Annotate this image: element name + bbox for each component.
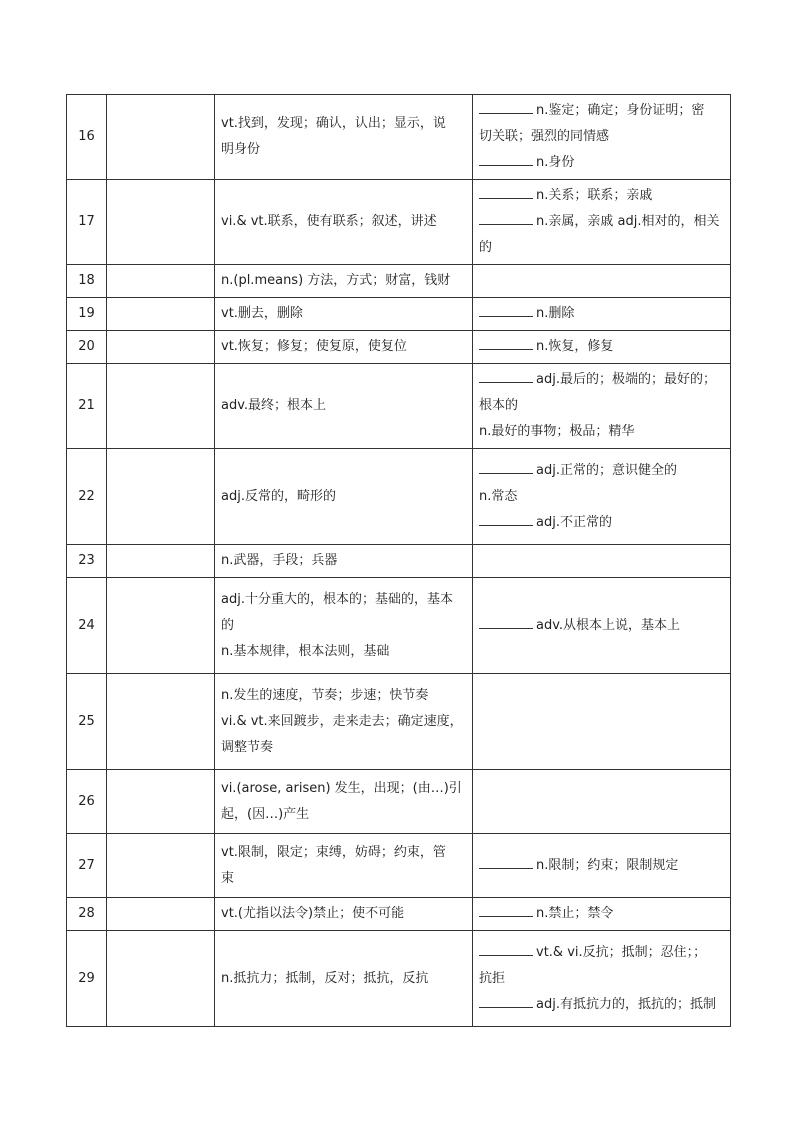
row-number: 26	[67, 770, 107, 834]
derivative-line	[479, 235, 724, 261]
meaning-cell	[215, 578, 473, 674]
derivative-text: n.禁止；禁令	[536, 906, 614, 921]
derivative-cell	[473, 578, 731, 674]
row-number: 16	[67, 95, 107, 180]
meaning-line: n.武器，手段；兵器	[221, 553, 338, 568]
meaning-cell	[215, 364, 473, 449]
fill-in-blank[interactable]	[479, 614, 533, 629]
table-row	[67, 674, 731, 770]
derivative-cell	[473, 834, 731, 898]
derivative-line	[479, 98, 724, 124]
word-answer-cell[interactable]	[107, 364, 215, 449]
derivative-text: n.常态	[479, 488, 518, 504]
fill-in-blank[interactable]	[479, 902, 533, 917]
derivative-cell	[473, 545, 731, 578]
table-row	[67, 298, 731, 331]
meaning-line: 的	[221, 617, 235, 633]
table-row	[67, 331, 731, 364]
meaning-line: 明身份	[221, 142, 261, 157]
meaning-line: adj.十分重大的，根本的；基础的，基本	[221, 591, 453, 607]
meaning-cell	[215, 931, 473, 1027]
row-number: 25	[67, 674, 107, 770]
table-row	[67, 545, 731, 578]
derivative-text: n.亲属，亲戚 adj.相对的，相关	[536, 214, 720, 229]
row-number: 17	[67, 180, 107, 265]
meaning-cell	[215, 898, 473, 931]
meaning-cell	[215, 545, 473, 578]
derivative-line	[479, 940, 724, 966]
derivative-line	[479, 301, 724, 327]
derivative-text: 根本的	[479, 398, 519, 413]
derivative-line	[479, 458, 724, 484]
fill-in-blank[interactable]	[479, 302, 533, 317]
derivative-text: n.身份	[536, 155, 575, 170]
word-answer-cell[interactable]	[107, 95, 215, 180]
fill-in-blank[interactable]	[479, 854, 533, 869]
meaning-cell	[215, 298, 473, 331]
meaning-cell	[215, 449, 473, 545]
derivative-cell	[473, 449, 731, 545]
table-row	[67, 931, 731, 1027]
word-answer-cell[interactable]	[107, 674, 215, 770]
derivative-line	[479, 966, 724, 992]
derivative-line	[479, 334, 724, 360]
derivative-line	[479, 901, 724, 927]
derivative-line	[479, 510, 724, 536]
fill-in-blank[interactable]	[479, 941, 533, 956]
derivative-cell	[473, 180, 731, 265]
table-row	[67, 449, 731, 545]
meaning-line: vi.& vt.联系，使有联系；叙述，讲述	[221, 214, 437, 229]
derivative-text: 的	[479, 240, 493, 255]
meaning-line: vt.(尤指以法令)禁止；使不可能	[221, 906, 405, 921]
derivative-text: n.恢复，修复	[536, 339, 614, 354]
row-number: 18	[67, 265, 107, 298]
word-answer-cell[interactable]	[107, 180, 215, 265]
row-number: 22	[67, 449, 107, 545]
fill-in-blank[interactable]	[479, 184, 533, 199]
derivative-text: n.关系；联系；亲戚	[536, 188, 653, 203]
derivative-line	[479, 484, 724, 510]
word-answer-cell[interactable]	[107, 898, 215, 931]
meaning-cell	[215, 180, 473, 265]
derivative-cell	[473, 95, 731, 180]
meaning-line: vt.恢复；修复；使复原，使复位	[221, 339, 407, 354]
row-number: 21	[67, 364, 107, 449]
table-row	[67, 898, 731, 931]
word-answer-cell[interactable]	[107, 834, 215, 898]
derivative-text: adj.有抵抗力的，抵抗的；抵制	[536, 996, 716, 1012]
word-answer-cell[interactable]	[107, 449, 215, 545]
fill-in-blank[interactable]	[479, 368, 533, 383]
derivative-text: n.鉴定；确定；身份证明；密	[536, 103, 705, 118]
meaning-line: n.(pl.means) 方法，方式；财富，钱财	[221, 273, 451, 288]
meaning-line: vi.(arose, arisen) 发生，出现；(由…)引	[221, 780, 462, 796]
meaning-cell	[215, 265, 473, 298]
derivative-cell	[473, 674, 731, 770]
meaning-line: 调整节奏	[221, 739, 274, 755]
meaning-line: 束	[221, 870, 235, 886]
meaning-line: 起，(因…)产生	[221, 806, 310, 822]
meaning-cell	[215, 331, 473, 364]
derivative-cell	[473, 898, 731, 931]
fill-in-blank[interactable]	[479, 210, 533, 225]
word-answer-cell[interactable]	[107, 298, 215, 331]
derivative-line	[479, 367, 724, 393]
row-number: 28	[67, 898, 107, 931]
row-number: 20	[67, 331, 107, 364]
row-number: 23	[67, 545, 107, 578]
derivative-line	[479, 150, 724, 176]
meaning-line: vt.找到，发现；确认，认出；显示，说	[221, 116, 446, 131]
meaning-line: n.抵抗力；抵制，反对；抵抗，反抗	[221, 970, 429, 986]
derivative-line	[479, 992, 724, 1018]
table-row	[67, 834, 731, 898]
meaning-line: vt.删去，删除	[221, 306, 303, 321]
fill-in-blank[interactable]	[479, 459, 533, 474]
derivative-text: adj.正常的；意识健全的	[536, 462, 677, 478]
derivative-cell	[473, 364, 731, 449]
derivative-text: n.最好的事物；极品；精华	[479, 424, 635, 439]
word-answer-cell[interactable]	[107, 931, 215, 1027]
derivative-line	[479, 393, 724, 419]
word-answer-cell[interactable]	[107, 545, 215, 578]
table-row	[67, 95, 731, 180]
row-number: 24	[67, 578, 107, 674]
word-answer-cell[interactable]	[107, 331, 215, 364]
derivative-text: 抗拒	[479, 970, 506, 986]
derivative-cell	[473, 331, 731, 364]
meaning-line: vi.& vt.来回踱步，走来走去；确定速度，	[221, 713, 463, 729]
word-answer-cell[interactable]	[107, 578, 215, 674]
table-row	[67, 364, 731, 449]
derivative-text: n.限制；约束；限制规定	[536, 857, 679, 873]
derivative-text: adv.从根本上说，基本上	[536, 617, 681, 633]
derivative-line	[479, 853, 724, 879]
table-row	[67, 180, 731, 265]
table-row	[67, 770, 731, 834]
derivative-line	[479, 613, 724, 639]
table-row	[67, 265, 731, 298]
row-number: 29	[67, 931, 107, 1027]
table-row	[67, 578, 731, 674]
derivative-line	[479, 209, 724, 235]
meaning-cell	[215, 770, 473, 834]
fill-in-blank[interactable]	[479, 993, 533, 1008]
fill-in-blank[interactable]	[479, 335, 533, 350]
derivative-text: 切关联；强烈的同情感	[479, 129, 610, 144]
meaning-line: n.基本规律，根本法则，基础	[221, 643, 390, 659]
word-answer-cell[interactable]	[107, 770, 215, 834]
meaning-line: n.发生的速度，节奏；步速；快节奏	[221, 687, 429, 703]
vocabulary-table	[66, 94, 731, 1027]
meaning-line: adv.最终；根本上	[221, 398, 327, 413]
fill-in-blank[interactable]	[479, 511, 533, 526]
derivative-cell	[473, 931, 731, 1027]
row-number: 27	[67, 834, 107, 898]
meaning-cell	[215, 674, 473, 770]
derivative-cell	[473, 770, 731, 834]
derivative-line	[479, 419, 724, 445]
derivative-text: n.删除	[536, 306, 575, 321]
vocabulary-table-body	[67, 95, 731, 1027]
meaning-cell	[215, 95, 473, 180]
row-number: 19	[67, 298, 107, 331]
fill-in-blank[interactable]	[479, 151, 533, 166]
meaning-line: adj.反常的，畸形的	[221, 488, 336, 504]
meaning-line: vt.限制，限定；束缚，妨碍；约束，管	[221, 844, 446, 860]
word-answer-cell[interactable]	[107, 265, 215, 298]
meaning-cell	[215, 834, 473, 898]
derivative-text: vt.& vi.反抗；抵制；忍住；；	[536, 944, 707, 960]
derivative-line	[479, 183, 724, 209]
derivative-text: adj.最后的；极端的；最好的；	[536, 372, 716, 387]
derivative-cell	[473, 265, 731, 298]
derivative-line	[479, 124, 724, 150]
fill-in-blank[interactable]	[479, 99, 533, 114]
derivative-cell	[473, 298, 731, 331]
derivative-text: adj.不正常的	[536, 514, 612, 530]
